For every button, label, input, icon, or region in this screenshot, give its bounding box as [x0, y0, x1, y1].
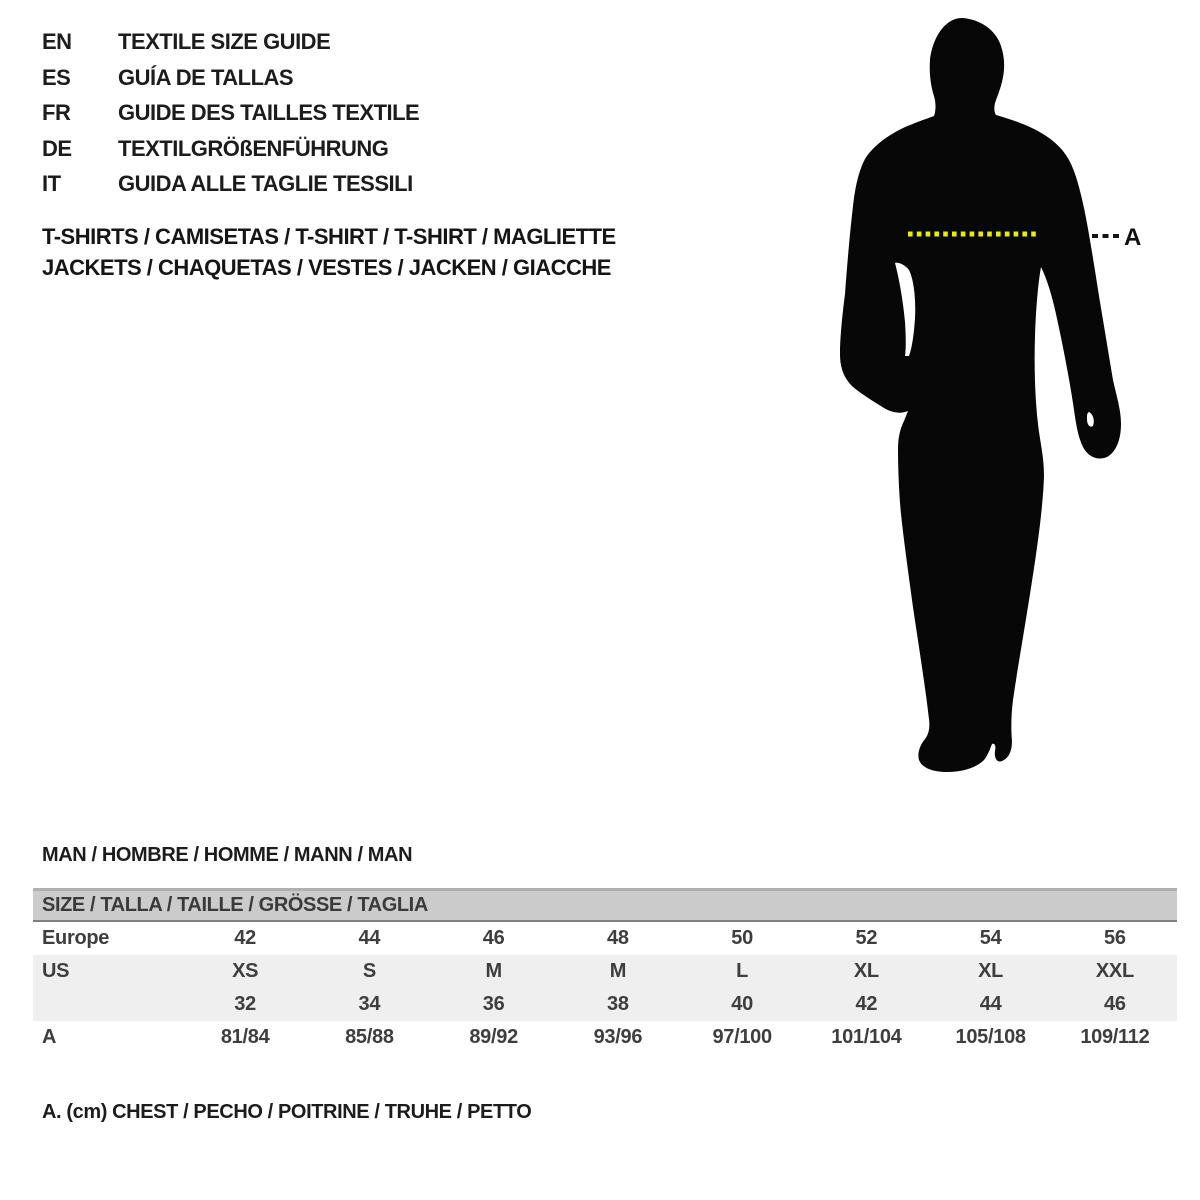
list-item [42, 60, 419, 96]
table-cell: M [609, 960, 627, 982]
table-cell: 101/104 [831, 1026, 902, 1048]
table-row-numeric [33, 988, 1177, 1021]
table-cell: 85/88 [345, 1026, 394, 1048]
table-cell: 50 [731, 927, 753, 949]
size-table [33, 888, 1177, 1054]
table-cell: L [736, 960, 749, 982]
language-label: GUIDE DES TAILLES TEXTILE [118, 100, 420, 125]
language-label: TEXTILE SIZE GUIDE [118, 29, 331, 54]
table-cell: 46 [482, 927, 505, 949]
language-label: GUIDA ALLE TAGLIE TESSILI [118, 171, 413, 196]
table-cell: 40 [731, 993, 753, 1015]
chest-marker-label: A [1124, 224, 1142, 251]
table-cell: 54 [979, 927, 1002, 949]
language-code: ES [42, 64, 71, 90]
table-cell: M [485, 960, 502, 982]
table-cell: XXL [1095, 960, 1134, 982]
table-cell: 32 [234, 993, 256, 1015]
table-cell: 81/84 [220, 1026, 270, 1048]
measurement-footnote: A. (cm) CHEST / PECHO / POITRINE / TRUHE / PETTO [42, 1101, 532, 1123]
table-cell: 38 [607, 993, 629, 1015]
table-cell: XL [978, 960, 1004, 982]
language-code: FR [42, 100, 71, 125]
table-cell: 97/100 [712, 1026, 772, 1048]
row-label: A [42, 1026, 57, 1048]
table-cell: XS [232, 960, 259, 982]
language-label: GUÍA DE TALLAS [118, 64, 294, 90]
row-label [33, 988, 183, 1021]
table-cell: 48 [607, 927, 629, 949]
table-cell: 44 [979, 993, 1002, 1015]
man-silhouette-figure [820, 0, 1200, 800]
table-cell: 44 [358, 927, 381, 949]
table-cell: 56 [1104, 927, 1126, 949]
row-label: Europe [42, 927, 110, 949]
table-cell: XL [853, 960, 879, 982]
category-line-tshirts: T-SHIRTS / CAMISETAS / T-SHIRT / T-SHIRT / MAGLIETTE [42, 224, 616, 249]
table-cell: 89/92 [469, 1026, 518, 1048]
section-title-man: MAN / HOMBRE / HOMME / MANN / MAN [42, 844, 413, 866]
language-code: DE [42, 135, 72, 161]
table-cell: 52 [855, 927, 878, 949]
language-guide-list [42, 24, 419, 202]
table-row-us [33, 955, 1177, 988]
table-cell: 42 [855, 993, 878, 1015]
table-cell: 109/112 [1080, 1026, 1150, 1048]
category-line-jackets: JACKETS / CHAQUETAS / VESTES / JACKEN / GIACCHE [42, 255, 611, 280]
table-cell: 93/96 [593, 1026, 643, 1048]
list-item [42, 166, 419, 202]
size-table-header: SIZE / TALLA / TAILLE / GRÖSSE / TAGLIA [33, 888, 1177, 922]
list-item [42, 24, 419, 60]
table-row-chest [33, 1021, 1177, 1054]
table-cell: S [362, 960, 376, 982]
product-categories [42, 221, 616, 283]
row-label: US [42, 960, 70, 982]
language-code: EN [42, 29, 72, 54]
list-item [42, 131, 419, 167]
table-cell: 36 [482, 993, 505, 1015]
man-silhouette-shape [840, 18, 1121, 772]
language-code: IT [42, 171, 61, 196]
table-row-europe [33, 922, 1177, 955]
table-cell: 34 [358, 993, 381, 1015]
list-item [42, 95, 419, 131]
language-label: TEXTILGRÖßENFÜHRUNG [118, 135, 389, 161]
table-cell: 46 [1104, 993, 1126, 1015]
table-cell: 105/108 [955, 1026, 1026, 1048]
table-cell: 42 [234, 927, 256, 949]
